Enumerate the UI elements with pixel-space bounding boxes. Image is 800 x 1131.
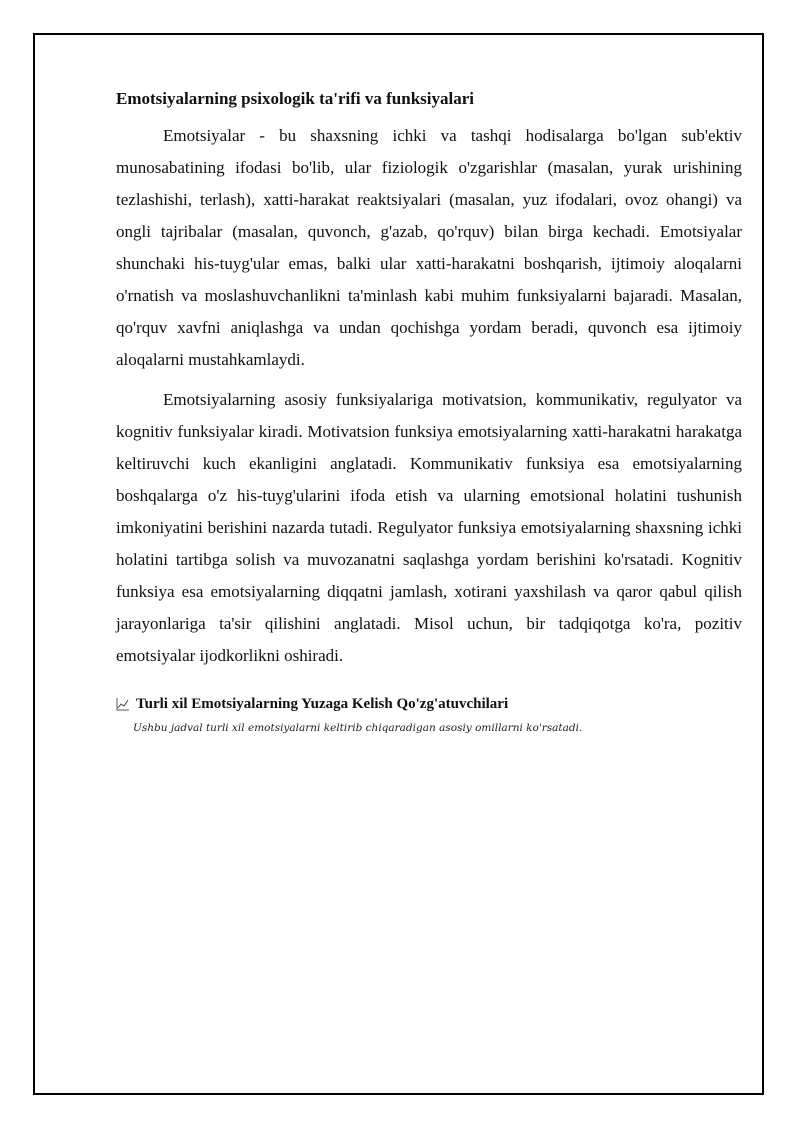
paragraph-functions: Emotsiyalarning asosiy funksiyalariga motivatsion, kommunikativ, regulyator va kognitiv funksiyalar kiradi. Motivatsion funksiya emotsiyalarning xatti-harakatni harakatga keltiruvchi kuch ekanligini anglatadi. Kommunikativ funksiya esa emotsiyalarning boshqalarga o'z his-tuyg'ularini ifoda etish va ularning emotsional holatini tushunish imkoniyatini berishini nazarda tutadi. Regulyator funksiya emotsiyalarning shaxsning ichki holatini tartibga solish va muvozanatni saqlashga yordam berishini ko'rsatadi. Kognitiv funksiya esa emotsiyalarning diqqatni jamlash, xotirani yaxshilash va qaror qabul qilish jarayonlariga ta'sir qilishini anglatadi. Misol uchun, bir tadqiqotga ko'ra, pozitiv emotsiyalar ijodkorlikni oshiradi. [116,390,742,665]
table-title [116,694,742,714]
paragraph-definition: Emotsiyalar - bu shaxsning ichki va tashqi hodisalarga bo'lgan sub'ektiv munosabatining ifodasi bo'lib, ular fiziologik o'zgarishlar (masalan, yurak urishining tezlashishi, terlash), xatti-harakat reaktsiyalari (masalan, yuz ifodalari, ovoz ohangi) va ongli tajribalar (masalan, quvonch, g'azab, qo'rquv) bilan birga kechadi. Emotsiyalar shunchaki his-tuyg'ular emas, balki ular xatti-harakatni boshqarish, ijtimoiy aloqalarni o'rnatish va moslashuvchanlikni ta'minlash kabi muhim funksiyalarni bajaradi. Masalan, qo'rquv xavfni aniqlashga va undan qochishga yordam beradi, quvonch esa ijtimoiy aloqalarni mustahkamlaydi. [116,126,742,369]
document-body [116,88,742,736]
table-title-text: Turli xil Emotsiyalarning Yuzaga Kelish Qo'zg'atuvchilari [136,696,509,712]
table-caption: Ushbu jadval turli xil emotsiyalarni keltirib chiqaradigan asosiy omillarni ko'rsatadi. [133,722,583,734]
section-heading: Emotsiyalarning psixologik ta'rifi va funksiyalari [116,89,474,108]
chart-line-icon [116,697,130,711]
